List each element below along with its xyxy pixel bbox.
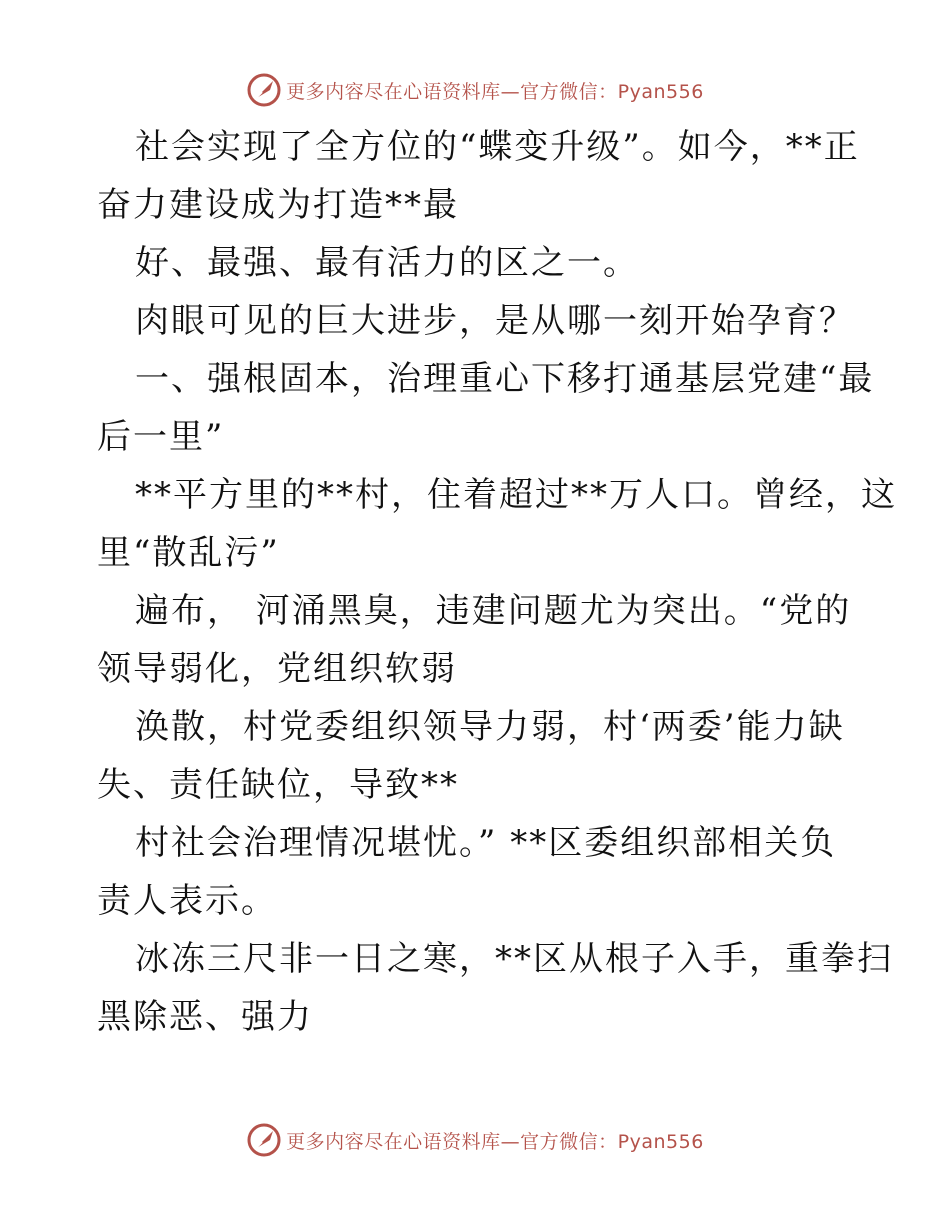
- paragraph-line: 遍布， 河涌黑臭，违建问题尤为突出。“党的: [135, 591, 852, 631]
- quill-logo-icon: [246, 1122, 282, 1158]
- paragraph-line: 涣散，村党委组织领导力弱，村‘两委’能力缺: [135, 707, 845, 747]
- paragraph-line: 好、最强、最有活力的区之一。: [135, 243, 639, 283]
- header-banner-text: 更多内容尽在心语资料库—官方微信：Pyan556: [286, 80, 704, 103]
- paragraph-line: **平方里的**村，住着超过**万人口。曾经，这: [135, 475, 897, 515]
- paragraph-line: 责人表示。: [97, 881, 277, 921]
- document-body: [97, 118, 897, 1046]
- paragraph-line: 冰冻三尺非一日之寒，**区从根子入手，重拳扫: [135, 939, 893, 979]
- paragraph-line: 里“散乱污”: [97, 533, 280, 573]
- paragraph-line: 领导弱化，党组织软弱: [97, 649, 457, 689]
- header-banner: [0, 70, 950, 110]
- footer-banner: [0, 1120, 950, 1160]
- paragraph-line: 黑除恶、强力: [97, 997, 313, 1037]
- paragraph-line: 村社会治理情况堪忧。” **区委组织部相关负: [135, 823, 837, 863]
- section-heading: 后一里”: [97, 417, 225, 457]
- paragraph-line: 失、责任缺位，导致**: [97, 765, 459, 805]
- section-heading: 一、强根固本，治理重心下移打通基层党建“最: [135, 359, 875, 399]
- paragraph-line: 肉眼可见的巨大进步，是从哪一刻开始孕育？: [135, 301, 855, 341]
- quill-logo-icon: [246, 72, 282, 108]
- footer-banner-text: 更多内容尽在心语资料库—官方微信：Pyan556: [286, 1130, 704, 1153]
- paragraph-line: 社会实现了全方位的“蝶变升级”。如今，**正: [135, 127, 860, 167]
- paragraph-line: 奋力建设成为打造**最: [97, 185, 459, 225]
